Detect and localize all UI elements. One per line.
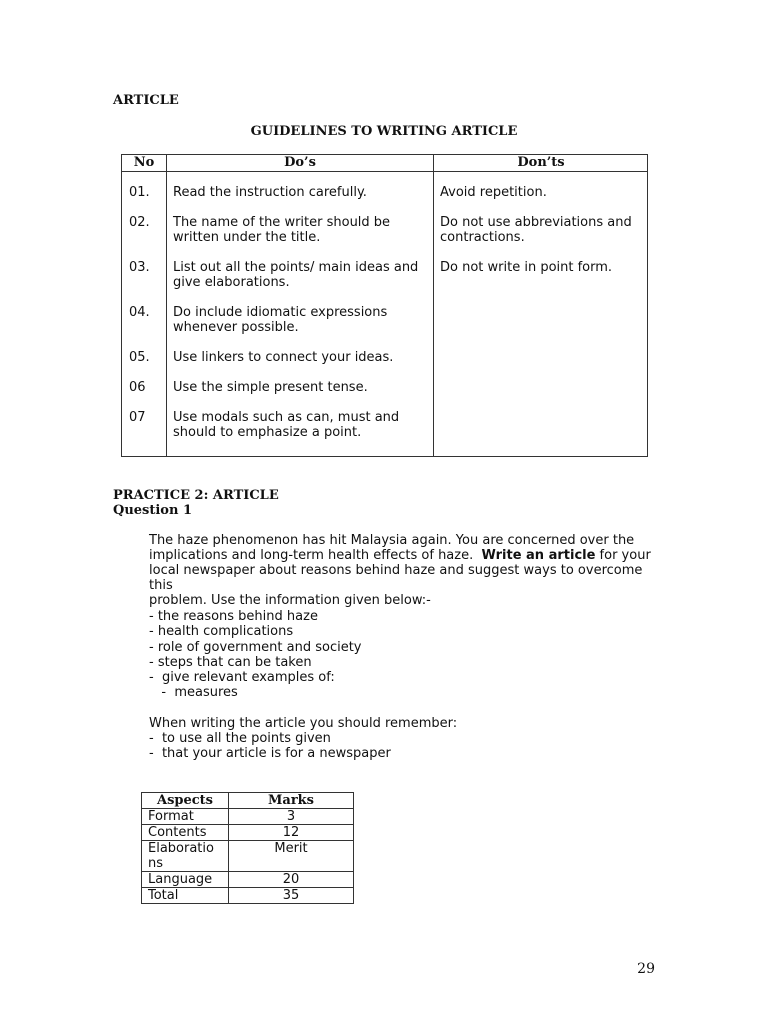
guideline-do-line: give elaborations. (173, 275, 290, 290)
info-point: - health complications (149, 624, 294, 640)
marks-row (142, 872, 354, 888)
guideline-dont-line: contractions. (440, 230, 525, 245)
marks-row (142, 809, 354, 825)
guideline-do (173, 215, 390, 245)
marks-row (142, 888, 354, 904)
column-divider (433, 155, 434, 456)
practice-heading (113, 488, 279, 518)
info-point: - give relevant examples of: (149, 670, 335, 686)
marks-header-aspects: Aspects (142, 793, 229, 809)
instruction-paragraph (149, 533, 669, 608)
guideline-do (173, 380, 368, 395)
guideline-do-line: whenever possible. (173, 320, 299, 335)
header-dos: Do’s (284, 155, 316, 170)
instruction-line: local newspaper about reasons behind haze and suggest ways to overcome this (149, 563, 643, 593)
guideline-do-line: Do include idiomatic expressions (173, 305, 388, 320)
marks-table (141, 792, 354, 904)
marks-row (142, 825, 354, 841)
page-number: 29 (637, 961, 655, 977)
info-point: - the reasons behind haze (149, 609, 318, 624)
guideline-do (173, 305, 387, 335)
header-donts: Don’ts (517, 155, 565, 170)
practice-title: PRACTICE 2: ARTICLE (113, 488, 279, 503)
guideline-do-line: should to emphasize a point. (173, 425, 362, 440)
guideline-do-line: Use the simple present tense. (173, 380, 368, 395)
question-label: Question 1 (113, 503, 193, 518)
guideline-do-line: Use modals such as can, must and (173, 410, 400, 425)
aspect-cell: Format (142, 809, 229, 825)
guideline-dont (440, 185, 547, 200)
marks-cell: 12 (229, 825, 354, 841)
header-no: No (133, 155, 155, 170)
aspect-cell: Contents (142, 825, 229, 841)
guideline-do-line: List out all the points/ main ideas and (173, 260, 419, 275)
guideline-number: 04. (129, 305, 150, 320)
section-label: ARTICLE (113, 93, 179, 108)
write-an-article-emphasis: Write an article (481, 548, 596, 563)
info-point: - measures (149, 685, 238, 701)
guideline-number: 01. (129, 185, 150, 200)
remember-point: - to use all the points given (149, 731, 331, 746)
guideline-number: 07 (129, 410, 146, 425)
remember-block (149, 716, 457, 761)
marks-row (142, 841, 354, 872)
aspect-cell: Elaboratio ns (142, 841, 229, 872)
guideline-dont (440, 260, 612, 275)
marks-cell: 3 (229, 809, 354, 825)
remember-point: - that your article is for a newspaper (149, 746, 391, 761)
guideline-do (173, 260, 418, 290)
instruction-line: implications and long-term health effects of haze. Write an article for your (149, 548, 651, 563)
guideline-dont-line: Do not use abbreviations and (440, 215, 632, 230)
guideline-do-line: written under the title. (173, 230, 321, 245)
guideline-do-line: Use linkers to connect your ideas. (173, 350, 394, 365)
guideline-number: 05. (129, 350, 150, 365)
marks-cell: 20 (229, 872, 354, 888)
info-point: - steps that can be taken (149, 654, 312, 670)
instruction-line: problem. Use the information given below:- (149, 593, 431, 608)
guideline-dont-line: Do not write in point form. (440, 260, 613, 275)
marks-header-marks: Marks (229, 793, 354, 809)
guideline-do (173, 410, 399, 440)
aspect-cell: Total (142, 888, 229, 904)
guideline-do (173, 185, 367, 200)
guidelines-table (121, 154, 648, 457)
header-divider (122, 171, 647, 172)
guideline-do (173, 350, 393, 365)
marks-cell: 35 (229, 888, 354, 904)
guideline-dont (440, 215, 632, 245)
guideline-number: 06 (129, 380, 146, 395)
marks-cell: Merit (229, 841, 354, 872)
guideline-number: 02. (129, 215, 150, 230)
guideline-dont-line: Avoid repetition. (440, 185, 547, 200)
instruction-line: The haze phenomenon has hit Malaysia again. You are concerned over the (149, 533, 635, 548)
info-points-list (149, 609, 362, 701)
remember-intro: When writing the article you should remember: (149, 716, 458, 731)
guideline-do-line: Read the instruction carefully. (173, 185, 367, 200)
page-title: GUIDELINES TO WRITING ARTICLE (250, 124, 518, 139)
column-divider (166, 155, 167, 456)
guideline-do-line: The name of the writer should be (173, 215, 391, 230)
guideline-number: 03. (129, 260, 150, 275)
aspect-cell: Language (142, 872, 229, 888)
info-point: - role of government and society (149, 639, 362, 655)
